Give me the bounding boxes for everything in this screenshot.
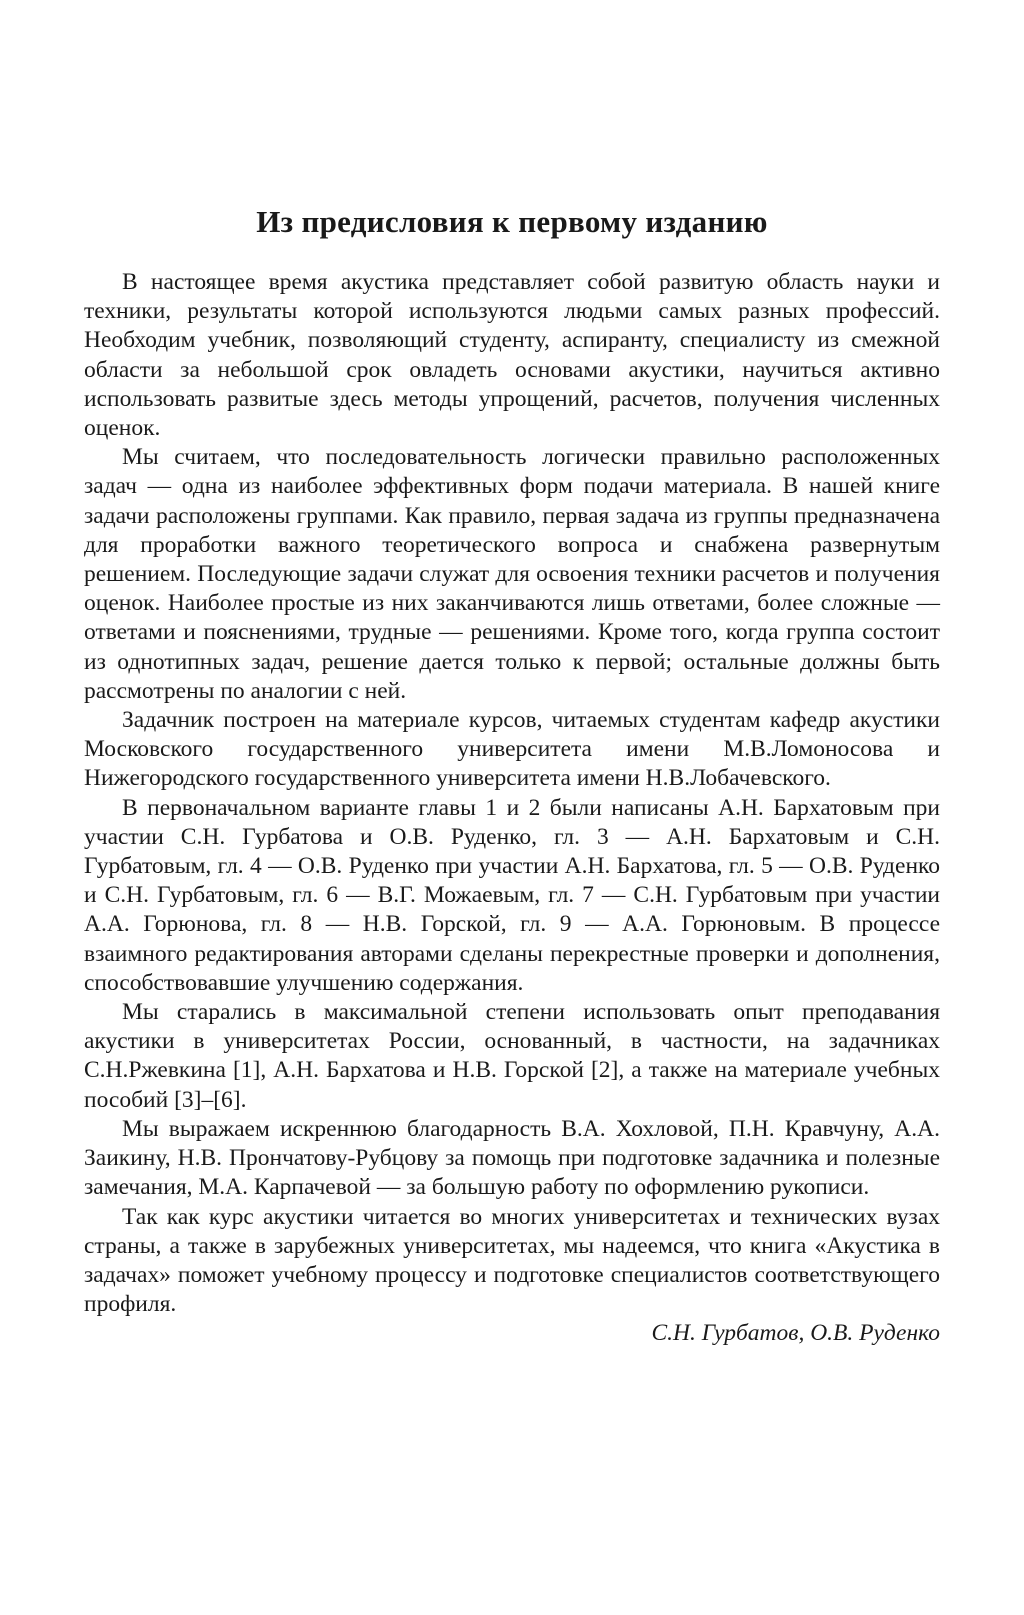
signature: С.Н. Гурбатов, О.В. Руденко [651,1320,940,1347]
document-page [84,0,940,1615]
preface-body [84,268,940,1349]
paragraph-4: В первоначальном варианте главы 1 и 2 были написаны А.Н. Бархатовым при участии С.Н. Гурбатова и О.В. Руденко, гл. 3 — А.Н. Бархатовым и С.Н. Гурбатовым, гл. 4 — О.В. Руденко при участии А.Н. Бархатова, гл. 5 — О.В. Руденко и С.Н. Гурбатовым, гл. 6 — В.Г. Можаевым, гл. 7 — С.Н. Гурбатовым при участии А.А. Горюнова, гл. 8 — Н.В. Горской, гл. 9 — А.А. Горюновым. В процессе взаимного редактирования авторами сделаны перекрестные проверки и дополнения, способствовавшие улучшению содержания. [84,794,940,996]
paragraph-6: Мы выражаем искреннюю благодарность В.А. Хохловой, П.Н. Кравчуну, А.А. Заикину, Н.В. Прончатову-Рубцову за помощь при подготовке задачника и полезные замечания, М.А. Карпачевой — за большую работу по оформлению рукописи. [84,1115,940,1201]
paragraph-5: Мы старались в максимальной степени использовать опыт преподавания акустики в университетах России, основанный, в частности, на задачниках С.Н.Ржевкина [1], А.Н. Бархатова и Н.В. Горской [2], а также на материале учебных пособий [3]–[6]. [84,999,940,1113]
paragraph-2: Мы считаем, что последовательность логически правильно расположенных задач — одна из наиболее эффективных форм подачи материала. В нашей книге задачи расположены группами. Как правило, первая задача из группы предназначена для проработки важного теоретического вопроса и снабжена развернутым решением. Последующие задачи служат для освоения техники расчетов и получения оценок. Наиболее простые из них заканчиваются лишь ответами, более сложные — ответами и пояснениями, трудные — решениями. Кроме того, когда группа состоит из однотипных задач, решение дается только к первой; остальные должны быть рассмотрены по аналогии с ней. [84,444,940,704]
paragraph-7: Так как курс акустики читается во многих университетах и технических вузах страны, а также в зарубежных университетах, мы надеемся, что книга «Акустика в задачах» поможет учебному процессу и подготовке специалистов соответствующего профиля. [84,1203,940,1318]
page-title: Из предисловия к первому изданию [256,204,768,239]
paragraph-3: Задачник построен на материале курсов, читаемых студентам кафедр акустики Московского государственного университета имени М.В.Ломоносова и Нижегородского государственного университета имени Н.В.Лобачевского. [84,707,940,792]
paragraph-1: В настоящее время акустика представляет собой развитую область науки и техники, результаты которой используются людьми самых разных профессий. Необходим учебник, позволяющий студенту, аспиранту, специалисту из смежной области за небольшой срок овладеть основами акустики, научиться активно использовать развитые здесь методы упрощений, расчетов, получения численных оценок. [84,269,940,442]
